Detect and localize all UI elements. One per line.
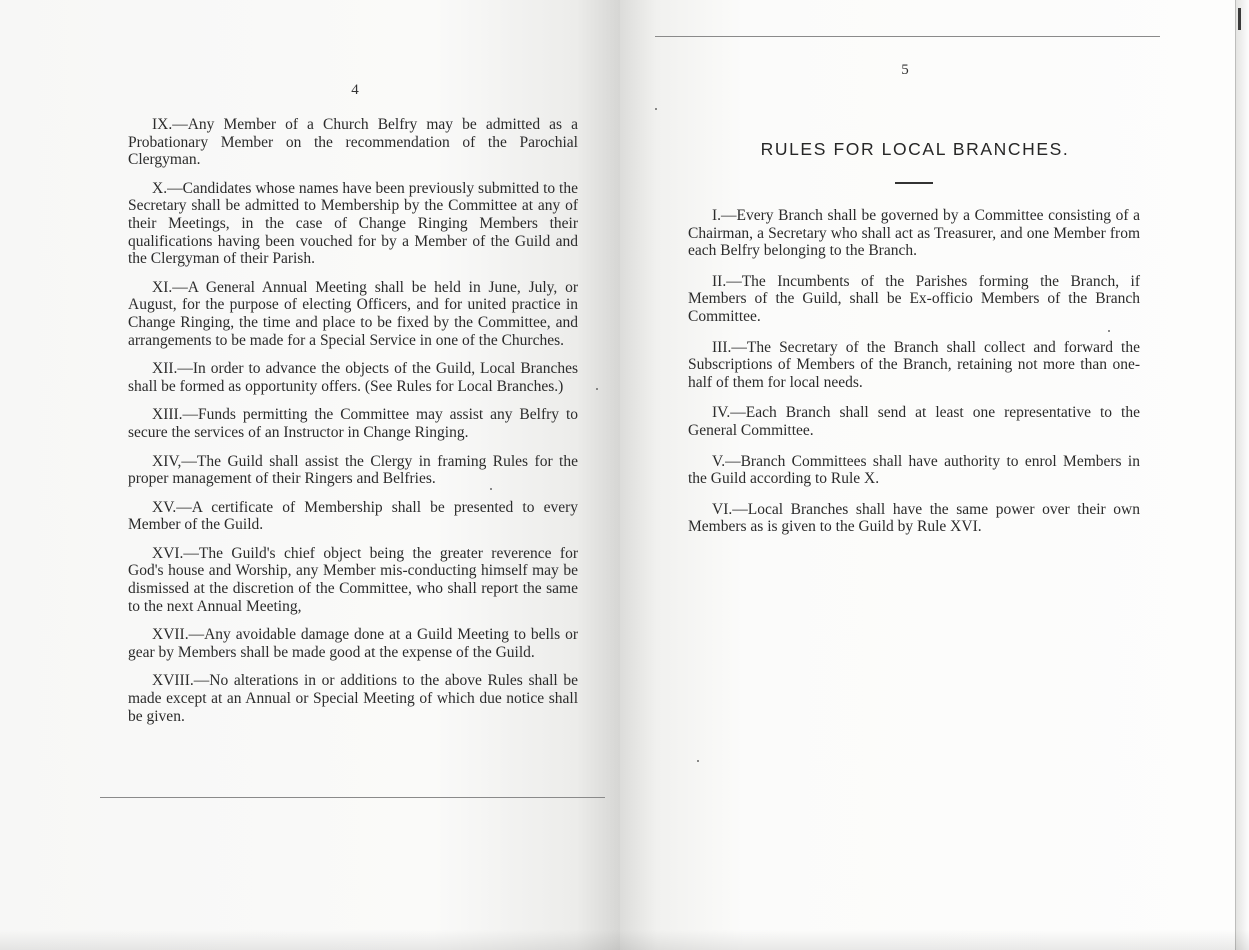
branch-rule-iii: III.—The Secretary of the Branch shall collect and forward the Subscriptions of Members of the Branch, retaining not more than one-half of them for local needs.: [688, 338, 1140, 391]
paper-speck: [697, 760, 699, 762]
rule-xvii: XVII.—Any avoidable damage done at a Guild Meeting to bells or gear by Members shall be made good at the expense of the Guild.: [128, 626, 578, 661]
left-bottom-rule: [100, 797, 605, 798]
rule-xviii: XVIII.—No alterations in or additions to the above Rules shall be made except at an Annual or Special Meeting of which due notice shall be given.: [128, 672, 578, 725]
right-top-rule: [655, 36, 1160, 37]
rule-xiii: XIII.—Funds permitting the Committee may assist any Belfry to secure the services of an Instructor in Change Ringing.: [128, 406, 578, 441]
paper-speck: [490, 488, 492, 490]
rule-xii: XII.—In order to advance the objects of the Guild, Local Branches shall be formed as opportunity offers. (See Rules for Local Branches.): [128, 360, 578, 395]
rule-x: X.—Candidates whose names have been previously submitted to the Secretary shall be admitted to Membership by the Committee at any of their Meetings, in the case of Change Ringing Members their qualifications having been vouched for by a Member of the Guild and the Clergyman of their Parish.: [128, 179, 578, 268]
heading-local-branches: RULES FOR LOCAL BRANCHES.: [760, 139, 1070, 159]
rule-xi: XI.—A General Annual Meeting shall be held in June, July, or August, for the purpose of electing Officers, and for united practice in Change Ringing, the time and place to be fixed by the Committee, and arrangements to be made for a Special Service in one of the Churches.: [128, 278, 578, 349]
paper-speck: [655, 108, 657, 110]
branch-rule-iv: IV.—Each Branch shall send at least one representative to the General Committee.: [688, 404, 1140, 439]
rule-xvi: XVI.—The Guild's chief object being the greater reverence for God's house and Worship, any Member mis-conducting himself may be dismissed at the discretion of the Committee, who shall report the same to the next Annual Meeting,: [128, 544, 578, 615]
rule-xiv: XIV,—The Guild shall assist the Clergy in framing Rules for the proper management of their Ringers and Belfries.: [128, 452, 578, 488]
rule-ix: IX.—Any Member of a Church Belfry may be admitted as a Probationary Member on the recommendation of the Parochial Clergyman.: [128, 116, 578, 169]
paper-speck: [1108, 330, 1110, 332]
left-rules: [128, 116, 578, 736]
branch-rule-i: I.—Every Branch shall be governed by a Committee consisting of a Chairman, a Secretary who shall act as Treasurer, and one Member from each Belfry belonging to the Branch.: [688, 207, 1140, 260]
rule-xv: XV.—A certificate of Membership shall be presented to every Member of the Guild.: [128, 498, 578, 534]
branch-rule-vi: VI.—Local Branches shall have the same power over their own Members as is given to the Guild by Rule XVI.: [688, 500, 1140, 536]
right-rules: [688, 207, 1140, 549]
branch-rule-ii: II.—The Incumbents of the Parishes forming the Branch, if Members of the Guild, shall be Ex-officio Members of the Branch Committee.: [688, 272, 1140, 325]
page-number-left: 4: [351, 82, 359, 98]
paper-speck: [596, 388, 598, 390]
left-page: [0, 0, 620, 950]
heading-divider: [895, 182, 933, 184]
edge-mark: [1238, 8, 1241, 30]
page-number-right: 5: [901, 62, 909, 78]
page-edge: [1235, 0, 1249, 950]
branch-rule-v: V.—Branch Committees shall have authority to enrol Members in the Guild according to Rule X.: [688, 452, 1140, 488]
bottom-shadow: [0, 930, 1249, 950]
